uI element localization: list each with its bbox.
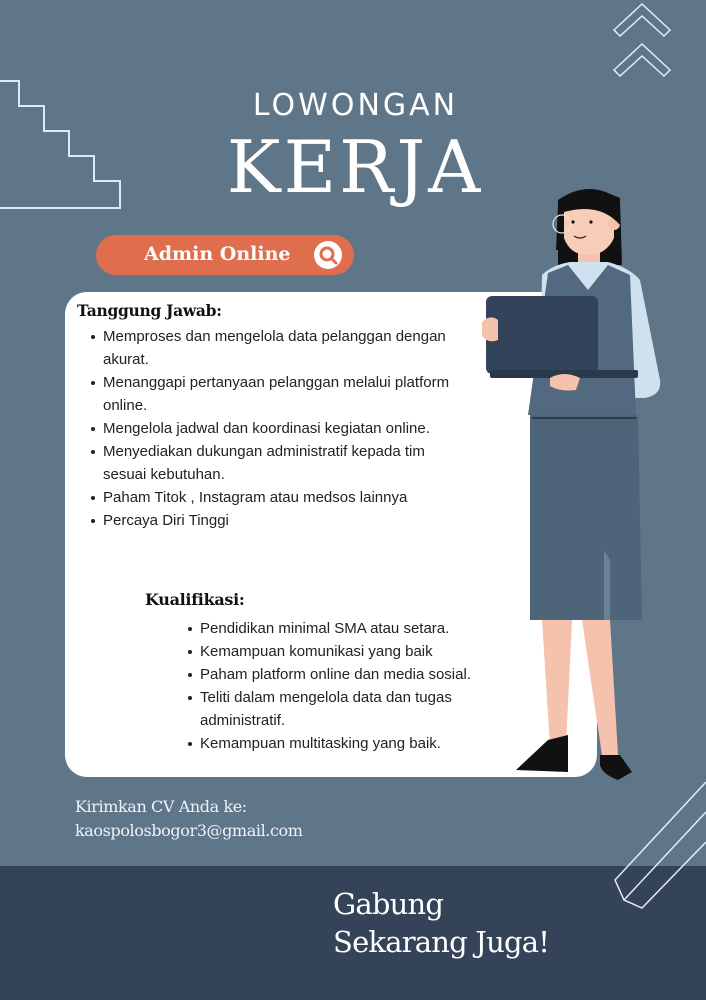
responsibilities-list	[91, 325, 461, 532]
list-item: Kemampuan multitasking yang baik.	[188, 732, 488, 755]
list-item: Kemampuan komunikasi yang baik	[188, 640, 488, 663]
subtitle-lowongan	[0, 88, 706, 123]
list-item: Teliti dalam mengelola data dan tugas administratif.	[188, 686, 488, 732]
double-chevron-up-icon	[612, 2, 672, 82]
list-item: Mengelola jadwal dan koordinasi kegiatan online.	[91, 417, 461, 440]
list-item: Menanggapi pertanyaan pelanggan melalui platform online.	[91, 371, 461, 417]
diagonal-lines-decoration	[600, 780, 706, 910]
contact-info	[75, 795, 303, 843]
woman-illustration	[480, 180, 706, 780]
list-item: Paham platform online dan media sosial.	[188, 663, 488, 686]
title-text: KERJA	[226, 125, 484, 209]
list-item: Pendidikan minimal SMA atau setara.	[188, 617, 488, 640]
list-item: Percaya Diri Tinggi	[91, 509, 461, 532]
qualifications-list	[188, 617, 488, 755]
list-item: Paham Titok , Instagram atau medsos lainnya	[91, 486, 461, 509]
call-to-action	[333, 885, 549, 961]
contact-label: Kirimkan CV Anda ke:	[75, 797, 247, 816]
position-label: Admin Online	[144, 243, 291, 265]
responsibilities-heading: Tanggung Jawab:	[77, 301, 222, 320]
position-badge	[96, 235, 354, 275]
cta-line-1: Gabung	[333, 887, 444, 921]
cta-line-2: Sekarang Juga!	[333, 925, 550, 959]
contact-email[interactable]: kaospolosbogor3@gmail.com	[75, 821, 303, 840]
qualifications-heading: Kualifikasi:	[145, 590, 245, 609]
list-item: Menyediakan dukungan administratif kepada tim sesuai kebutuhan.	[91, 440, 461, 486]
list-item: Memproses dan mengelola data pelanggan dengan akurat.	[91, 325, 461, 371]
subtitle-text: LOWONGAN	[252, 88, 459, 123]
search-icon	[314, 241, 342, 269]
